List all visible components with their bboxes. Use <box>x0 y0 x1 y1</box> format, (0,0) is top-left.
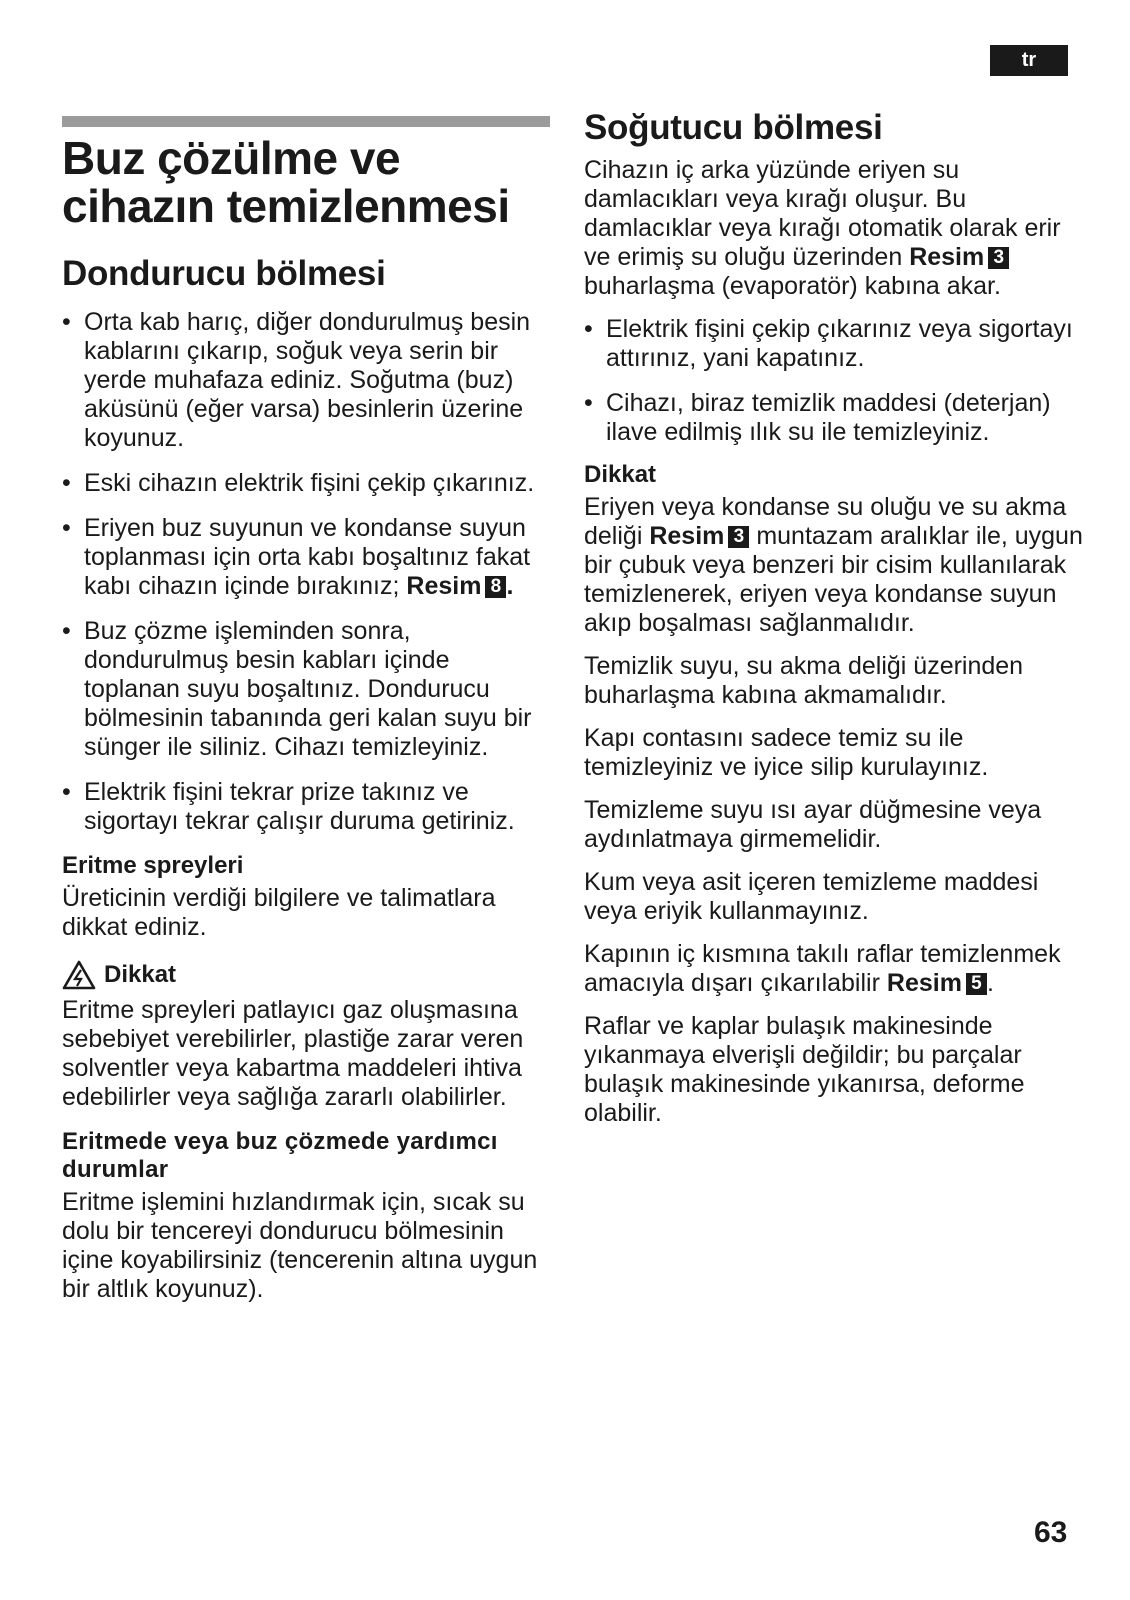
cleaning-note-6: Raflar ve kaplar bulaşık makinesinde yıkanmaya elverişli değildir; bu parçalar bulaşık makinesinde yıkanırsa, deforme olabilir. <box>584 1012 1025 1127</box>
warning-text: Eritme spreyleri patlayıcı gaz oluşmasına sebebiyet verebilirler, plastiğe zarar veren solventler veya kabartma maddeleri ihtiva edebilirler veya sağlığa zararlı olabilirler. <box>62 996 524 1111</box>
page-title <box>62 134 510 230</box>
freezer-steps <box>62 308 552 836</box>
freezer-step-1: • Orta kab harıç, diğer dondurulmuş besin kablarını çıkarıp, soğuk veya serin bir yerde muhafaza ediniz. Soğutma (buz) aküsünü (eğer varsa) besinlerin üzerine koyunuz. <box>62 308 552 453</box>
freezer-step-3 <box>62 514 552 601</box>
freezer-step-5: • Elektrik fişini tekrar prize takınız ve sigortayı tekrar çalışır duruma getiriniz. <box>62 778 552 836</box>
fridge-intro-end: buharlaşma (evaporatör) kabına akar. <box>584 272 1001 300</box>
header-rule <box>62 116 550 127</box>
warning-title: Dikkat <box>104 961 177 988</box>
language-tag: tr <box>990 45 1068 76</box>
freezer-step-4: • Buz çözme işleminden sonra, dondurulmuş besin kabları içinde toplanan suyu boşaltınız. Dondurucu bölmesinin tabanında geri kalan suyu bir sünger ile siliniz. Cihazı temizleyiniz. <box>62 617 552 762</box>
caution-text <box>584 493 1084 638</box>
cleaning-note-2: Kapı contasını sadece temiz su ile temizleyiniz ve iyice silip kurulayınız. <box>584 724 989 781</box>
cleaning-note-1: Temizlik suyu, su akma deliği üzerinden buharlaşma kabına akmamalıdır. <box>584 652 1024 709</box>
fridge-intro-text: Cihazın iç arka yüzünde eriyen su damlacıkları veya kırağı oluşur. Bu damlacıklar veya kırağı otomatik olarak erir ve erimiş su oluğu üzerinden <box>584 156 1061 271</box>
cleaning-note-5-text: Kapının iç kısmına takılı raflar temizlenmek amacıyla dışarı çıkarılabilir <box>584 940 1061 997</box>
sprays-text: Üreticinin verdiği bilgilere ve talimatlara dikkat ediniz. <box>62 884 496 941</box>
page-number: 63 <box>1034 1516 1068 1549</box>
warning-heading <box>62 960 552 990</box>
fridge-section-title: Soğutucu bölmesi <box>584 108 883 147</box>
sprays-heading: Eritme spreyleri <box>62 852 244 879</box>
freezer-step-3-end: . <box>506 572 514 600</box>
figure-number-badge: 3 <box>988 247 1009 269</box>
freezer-step-3-text: Eriyen buz suyunun ve kondanse suyun toplanması için orta kabı boşaltınız fakat kabı cihazın içinde bırakınız; <box>84 514 531 600</box>
figure-number-badge: 8 <box>485 576 506 598</box>
caution-text-1: Eriyen veya kondanse su oluğu ve su akma deliği <box>584 493 1067 550</box>
figure-ref-label: Resim <box>406 572 482 600</box>
fridge-steps <box>584 315 1084 447</box>
figure-ref-label: Resim <box>649 522 725 550</box>
figure-number-badge: 5 <box>966 973 987 995</box>
defrost-help-heading: Eritmede veya buz çözmede yardımcı durumlar <box>62 1128 498 1183</box>
cleaning-note-5-end: . <box>986 969 994 997</box>
fridge-step-2: • Cihazı, biraz temizlik maddesi (deterjan) ilave edilmiş ılık su ile temizleyiniz. <box>584 389 1084 447</box>
freezer-step-2: • Eski cihazın elektrik fişini çekip çıkarınız. <box>62 469 552 498</box>
page-title-line1: Buz çözülme ve <box>62 132 401 184</box>
defrost-help-text: Eritme işlemini hızlandırmak için, sıcak su dolu bir tencereyi dondurucu bölmesinin içine koyabilirsiniz (tencerenin altına uygun bir altlık koyunuz). <box>62 1188 538 1303</box>
left-column <box>62 254 552 1304</box>
figure-ref-label: Resim <box>886 969 962 997</box>
figure-ref-label: Resim <box>909 243 985 271</box>
caution-heading: Dikkat <box>584 461 657 488</box>
fridge-step-1: • Elektrik fişini çekip çıkarınız veya sigortayı attırınız, yani kapatınız. <box>584 315 1084 373</box>
right-column <box>584 108 1084 1128</box>
page-title-line2: cihazın temizlenmesi <box>62 180 510 232</box>
fridge-intro <box>584 156 1084 301</box>
warning-triangle-icon <box>62 960 96 990</box>
cleaning-note-4: Kum veya asit içeren temizleme maddesi veya eriyik kullanmayınız. <box>584 868 1039 925</box>
cleaning-note-5 <box>584 940 1084 998</box>
freezer-section-title: Dondurucu bölmesi <box>62 254 386 293</box>
cleaning-note-3: Temizleme suyu ısı ayar düğmesine veya aydınlatmaya girmemelidir. <box>584 796 1042 853</box>
caution-text-2: muntazam aralıklar ile, uygun bir çubuk veya benzeri bir cisim kullanılarak temizlenerek, eriyen veya kondanse suyun akıp boşalması sağlanmalıdır. <box>584 522 1083 637</box>
figure-number-badge: 3 <box>728 526 749 548</box>
